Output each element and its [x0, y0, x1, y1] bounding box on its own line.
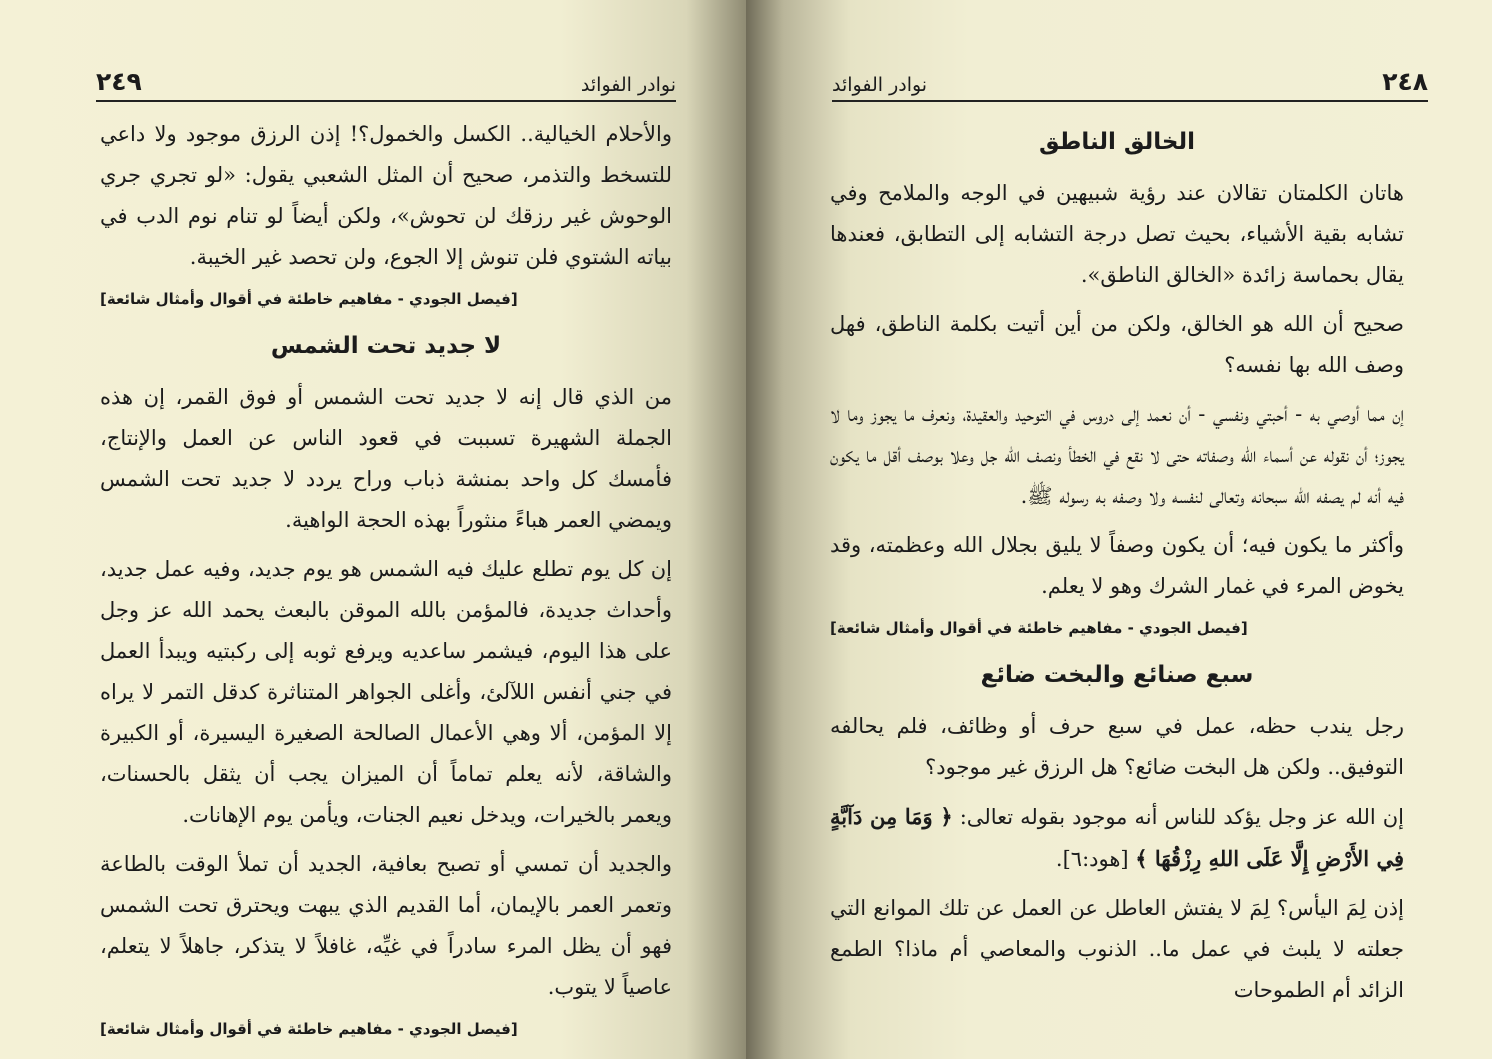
paragraph-lead: إن الله عز وجل يؤكد للناس أنه موجود بقوله تعالى:: [959, 805, 1404, 829]
page-number: ٢٤٨: [1382, 67, 1428, 96]
quran-verse: ﴿ وَمَا مِن دَآبَّةٍ فِي الأَرْضِ إِلَّا عَلَى اللهِ رِزْقُهَا ﴾: [830, 804, 1404, 871]
paragraph: هاتان الكلمتان تقالان عند رؤية شبيهين في الوجه والملامح وفي تشابه بقية الأشياء، بحيث تصل درجة التشابه إلى التطابق، فعندها يقال بحماسة زائدة «الخالق الناطق».: [830, 181, 1404, 287]
source-citation: [فيصل الجودي - مفاهيم خاطئة في أقوال وأمثال شائعة]: [830, 619, 1248, 637]
paragraph: إن مما أوصي به - أحبتي ونفسي - أن نعمد إلى دروس في التوحيد والعقيدة، ونعرف ما يجوز وما لا يجوز؛ أن نقوله عن أسماء الله وصفاته حتى لا نقع في الخطأ ونصف الله جل وعلا بوصف أقل ما يكون فيه أنه لم يصفه الله سبحانه وتعالى لنفسه ولا وصفه به رسوله ﷺ.: [830, 402, 1404, 508]
source-citation: [فيصل الجودي - مفاهيم خاطئة في أقوال وأمثال شائعة]: [100, 1020, 518, 1038]
paragraph: من الذي قال إنه لا جديد تحت الشمس أو فوق القمر، إن هذه الجملة الشهيرة تسببت في قعود الناس عن العمل والإنتاج، فأمسك كل واحد بمنشة ذباب وراح يردد لا جديد تحت الشمس ويمضي العمر هباءً منثوراً بهذه الحجة الواهية.: [100, 385, 672, 532]
paragraph: صحيح أن الله هو الخالق، ولكن من أين أتيت بكلمة الناطق، فهل وصف الله بها نفسه؟: [830, 312, 1404, 377]
article-title: الخالق الناطق: [1038, 129, 1196, 155]
paragraph: إن كل يوم تطلع عليك فيه الشمس هو يوم جديد، وفيه عمل جديد، وأحداث جديدة، فالمؤمن بالله الموقن بالبعث يحمد الله عز وجل على هذا اليوم، فيشمر ساعديه ويرفع ثوبه إلى ركبتيه ويبدأ العمل في جني أنفس اللآلئ، وأغلى الجواهر المتناثرة كدقل التمر لا يراه إلا المؤمن، ألا وهي الأعمال الصالحة الصغيرة اليسيرة، أو الكبيرة والشاقة، لأنه يعلم تماماً أن الميزان يجب أن يثقل بالحسنات، ويعمر بالخيرات، ويدخل نعيم الجنات، ويأمن يوم الإهانات.: [100, 557, 672, 827]
paragraph-quran: [830, 796, 1404, 880]
paragraph: وأكثر ما يكون فيه؛ أن يكون وصفاً لا يليق بجلال الله وعظمته، وقد يخوض المرء في غمار الشرك وهو لا يعلم.: [830, 533, 1404, 598]
intro-paragraph: والأحلام الخيالية.. الكسل والخمول؟! إذن الرزق موجود ولا داعي للتسخط والتذمر، صحيح أن المثل الشعبي يقول: «لو تجري جري الوحوش غير رزقك لن تحوش»، ولكن أيضاً لو تنام نوم الدب في بياته الشتوي فلن تنوش إلا الجوع، ولن تحصد غير الخيبة.: [100, 122, 672, 269]
quran-reference: [هود:٦].: [1055, 847, 1129, 871]
article-title: سبع صنائع والبخت ضائع: [980, 662, 1254, 688]
paragraph: رجل يندب حظه، عمل في سبع حرف أو وظائف، فلم يحالفه التوفيق.. ولكن هل البخت ضائع؟ هل الرزق غير موجود؟: [830, 714, 1404, 779]
paragraph: إذن لِمَ اليأس؟ لِمَ لا يفتش العاطل عن العمل عن تلك الموانع التي جعلته لا يلبث في عمل ما.. الذنوب والمعاصي أم ماذا؟ الطمع الزائد أم الطموحات: [830, 896, 1404, 1002]
right-page-header: [832, 62, 1428, 102]
running-title: نوادر الفوائد: [832, 74, 928, 96]
page-number: ٢٤٩: [96, 67, 142, 96]
right-page-content: [830, 114, 1404, 1019]
left-page-content: [100, 114, 672, 1056]
article-title: لا جديد تحت الشمس: [270, 333, 502, 359]
source-citation: [فيصل الجودي - مفاهيم خاطئة في أقوال وأمثال شائعة]: [100, 290, 518, 308]
right-page: [746, 0, 1492, 1059]
left-page-header: [96, 62, 676, 102]
running-title: نوادر الفوائد: [580, 74, 676, 96]
paragraph: والجديد أن تمسي أو تصبح بعافية، الجديد أن تملأ الوقت بالطاعة وتعمر العمر بالإيمان، أما القديم الذي يبهت ويحترق تحت الشمس فهو أن يظل المرء سادراً في غيِّه، غافلاً لا يتذكر، جاهلاً لا يتعلم، عاصياً لا يتوب.: [100, 852, 672, 999]
